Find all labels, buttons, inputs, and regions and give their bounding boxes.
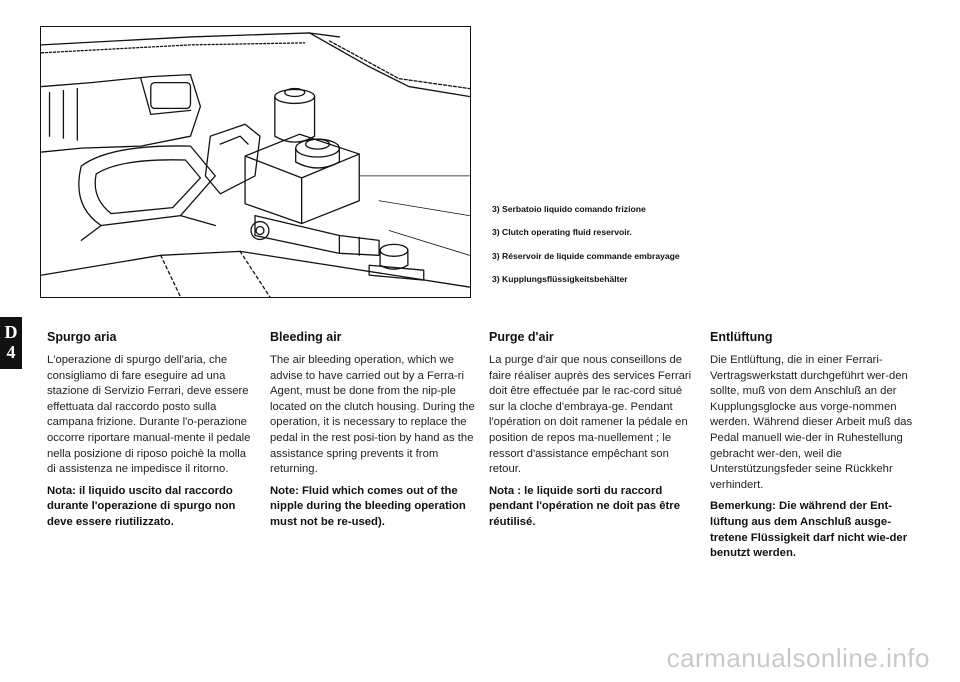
section-body-italian: L'operazione di spurgo dell'aria, che consigliamo di fare eseguire ad una stazione di Servizio Ferrari, deve essere effettuata dal raccordo posto sulla campana frizione. Durante l'o-perazione occorre riportare manual-mente il pedale nella posizione di riposo poichè la molla di assistenza ne impedisce il ritorno.	[47, 354, 251, 476]
chapter-tab	[0, 317, 22, 369]
watermark: carmanualsonline.info	[666, 643, 930, 673]
section-note-italian: Nota: il liquido uscito dal raccordo durante l'operazione di spurgo non deve essere riutilizzato.	[47, 484, 236, 528]
section-note-french: Nota : le liquide sorti du raccord pendant l'opération ne doit pas être réutilisé.	[489, 484, 680, 528]
caption-english: 3) Clutch operating fluid reservoir.	[492, 227, 632, 238]
section-body-german: Die Entlüftung, die in einer Ferrari-Vertragswerkstatt durchgeführt wer-den sollte, muß von dem Anschluß an der Kupplungsglocke aus vorge-nommen werden. Während dieser Arbeit muß das Pedal manuell wie-der in Ruhestellung gebracht wer-den, weil die Unterstützungsfeder seine Rückkehr verhindert.	[710, 354, 913, 491]
column-english	[270, 330, 475, 531]
section-note-german: Bemerkung: Die während der Ent-lüftung aus dem Anschluß ausge-tretene Flüssigkeit darf nicht wie-der benutzt werden.	[710, 500, 908, 560]
chapter-letter: D	[4, 322, 18, 342]
column-italian	[47, 330, 252, 531]
section-body-english: The air bleeding operation, which we advise to have carried out by a Ferra-ri Agent, must be done from the nip-ple located on the clutch housing. During the operation, it is necessary to replace the pedal in the rest posi-tion by hand as the assistance spring prevents it from returning.	[270, 354, 475, 476]
caption-german: 3) Kupplungsflüssigkeitsbehälter	[492, 273, 628, 284]
chapter-number: 4	[6, 342, 16, 362]
caption-italian: 3) Serbatoio liquido comando frizione	[492, 204, 646, 214]
section-title-french: Purge d'air	[489, 330, 554, 344]
section-title-english: Bleeding air	[270, 330, 342, 344]
clutch-reservoir-illustration	[40, 26, 471, 298]
column-german	[710, 330, 915, 562]
figure-captions	[492, 204, 792, 297]
section-title-italian: Spurgo aria	[47, 330, 117, 344]
section-body-french: La purge d'air que nous conseillons de faire réaliser auprès des services Ferrari doit être effectuée par le rac-cord situé sur la cloche d'embraya-ge. Pendant l'opération on doit ramener la pédale en position de repos ma-nuellement ; le ressort d'assistance empêchant son retour.	[489, 354, 692, 476]
caption-french: 3) Réservoir de liquide commande embrayage	[492, 250, 680, 261]
section-title-german: Entlüftung	[710, 330, 773, 344]
section-note-english: Note: Fluid which comes out of the nipple during the bleeding operation must not be re-used).	[270, 484, 466, 528]
column-french	[489, 330, 694, 531]
